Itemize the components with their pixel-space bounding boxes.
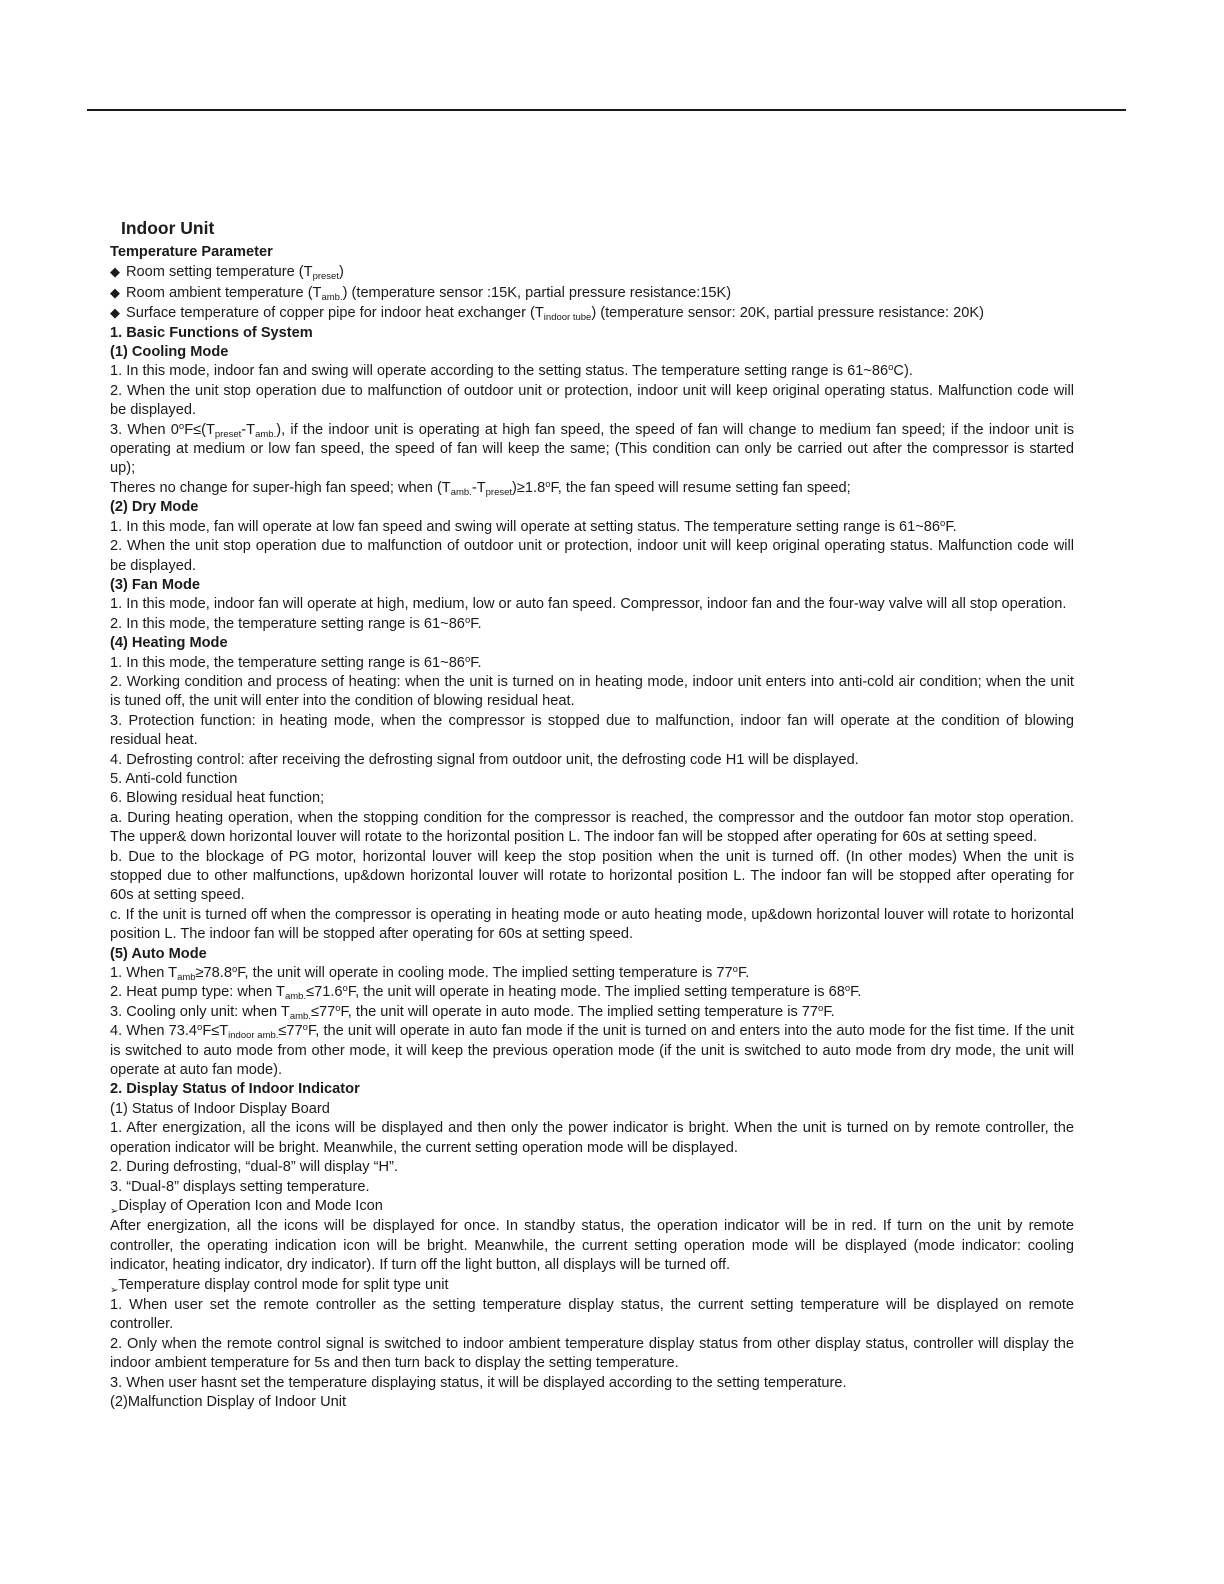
heating-paragraph-b: b. Due to the blockage of PG motor, horizontal louver will keep the stop position when the unit is turned off. (In other modes) When the unit is stopped due to other malfunctions, up&down horizontal louver will rotate to horizontal position L. The indoor fan will be stopped after operating for 60s at setting speed. [110,848,1074,904]
basic-functions-heading: 1. Basic Functions of System [110,324,313,341]
arrow-item-temperature-display-label: Temperature display control mode for split type unit [118,1276,449,1293]
display-paragraph-5: 1. When user set the remote controller as the setting temperature display status, the current setting temperature will be displayed on remote controller. [110,1296,1074,1333]
cooling-paragraph-1: 1. In this mode, indoor fan and swing will operate according to the setting status. The temperature setting range is 61~86$^o$C). [110,362,913,380]
cooling-paragraph-2: 2. When the unit stop operation due to malfunction of outdoor unit or protection, indoor unit will keep original operating status. Malfunction code will be displayed. [110,382,1074,419]
display-paragraph-3: 3. “Dual-8” displays setting temperature. [110,1178,370,1195]
display-subheading-2: (2)Malfunction Display of Indoor Unit [110,1393,347,1410]
heating-paragraph-c: c. If the unit is turned off when the compressor is operating in heating mode or auto heating mode, up&down horizontal louver will rotate to horizontal position L. The indoor fan will be stopped after operating for 60s at setting speed. [110,906,1074,943]
heating-paragraph-4: 4. Defrosting control: after receiving the defrosting signal from outdoor unit, the defrosting code H1 will be displayed. [110,751,859,768]
fan-paragraph-2: 2. In this mode, the temperature setting range is 61~86$^o$F. [110,614,482,632]
dry-mode-heading: (2) Dry Mode [110,499,199,516]
display-paragraph-6: 2. Only when the remote control signal is switched to indoor ambient temperature display status from other display status, controller will display the indoor ambient temperature for 5s and then turn back to display the setting temperature. [110,1335,1074,1372]
cooling-mode-heading: (1) Cooling Mode [110,344,229,361]
heating-paragraph-6: 6. Blowing residual heat function; [110,790,325,807]
display-paragraph-2: 2. During defrosting, “dual-8” will display “H”. [110,1159,398,1176]
dry-paragraph-1: 1. In this mode, fan will operate at low fan speed and swing will operate at setting status. The temperature setting range is 61~86$^o$F. [110,517,957,535]
bullet-room-ambient-temp: ◆ Room ambient temperature $(T_{amb.})$ (temperature sensor :15K, partial pressure resistance:15K) [110,283,1074,303]
display-subheading-1: (1) Status of Indoor Display Board [110,1100,330,1117]
dry-paragraph-2: 2. When the unit stop operation due to malfunction of outdoor unit or protection, indoor unit will keep original operating status. Malfunction code will be displayed. [110,538,1074,574]
fan-paragraph-1: 1. In this mode, indoor fan will operate at high, medium, low or auto fan speed. Compressor, indoor fan and the four-way valve will all stop operation. [110,596,1067,613]
header-rule [87,109,1126,111]
heating-paragraph-2: 2. Working condition and process of heating: when the unit is turned on in heating mode, indoor unit enters into anti-cold air condition; when the unit is tuned off, the unit will enter into the condition of blowing residual heat. [110,673,1074,710]
cooling-paragraph-3: 3. When $0^oF\le(T_{preset}-T_{amb.})$, if the indoor unit is operating at high fan speed, the speed of fan will change to medium fan speed; if the indoor unit is operating at medium or low fan speed, the speed of fan will keep the same; (This condition can only be carried out after the compressor is started up); [110,420,1074,477]
temperature-parameter-heading: Temperature Parameter [110,244,273,260]
display-paragraph-1: 1. After energization, all the icons will be displayed and then only the power indicator is bright. When the unit is turned on by remote controller, the operation indicator will be bright. Meanwhile, the current setting operation mode will be displayed. [110,1120,1074,1156]
arrow-item-temperature-display [110,1276,1074,1296]
heating-paragraph-5: 5. Anti-cold function [110,770,238,787]
heating-paragraph-1: 1. In this mode, the temperature setting range is 61~86$^o$F. [110,653,482,671]
bullet-room-setting-temp: ◆ Room setting temperature $(T_{preset})$ [110,262,1074,282]
auto-paragraph-1: 1. When $T_{amb}\ge 78.8^oF$, the unit will operate in cooling mode. The implied setting temperature is 77$^o$F. [110,964,750,984]
arrow-item-operation-icon-label: Display of Operation Icon and Mode Icon [118,1197,383,1214]
auto-paragraph-4: 4. When $73.4^oF\le T_{indoor amb.}\le 77^oF$, the unit will operate in auto fan mode if the unit is turned on and enters into the auto mode for the fist time. If the unit is switched to auto mode from other mode, it will keep the previous operation mode (if the unit is switched to auto mode from dry mode, the unit will operate at auto fan mode). [110,1022,1074,1079]
heating-mode-heading: (4) Heating Mode [110,635,228,652]
fan-mode-heading: (3) Fan Mode [110,576,200,593]
display-status-heading: 2. Display Status of Indoor Indicator [110,1081,360,1098]
bullet-copper-pipe-temp: ◆ Surface temperature of copper pipe for indoor heat exchanger $(T_{indoor tube})$ (temperature sensor: 20K, partial pressure resistance: 20K) [110,303,1074,323]
auto-mode-heading: (5) Auto Mode [110,945,207,962]
document-body [110,216,1074,1412]
arrow-item-operation-icon [110,1197,1074,1217]
heating-paragraph-3: 3. Protection function: in heating mode, when the compressor is stopped due to malfunction, indoor fan will operate at the condition of blowing residual heat. [110,712,1074,749]
heating-paragraph-a: a. During heating operation, when the stopping condition for the compressor is reached, the compressor and the outdoor fan motor stop operation. The upper& down horizontal louver will rotate to the horizontal position L. The indoor fan will be stopped after operating for 60s at setting speed. [110,809,1074,846]
display-paragraph-7: 3. When user hasnt set the temperature displaying status, it will be displayed according to the setting temperature. [110,1374,847,1391]
cooling-paragraph-4: Theres no change for super-high fan speed; when $(T_{amb.}-T_{preset})\ge 1.8^oF$, the fan speed will resume setting fan speed; [110,478,851,498]
auto-paragraph-2: 2. Heat pump type: when $T_{amb.}\le 71.6^oF$, the unit will operate in heating mode. The implied setting temperature is 68$^o$F. [110,983,862,1003]
section-title: Indoor Unit [121,218,215,238]
display-paragraph-4: After energization, all the icons will be displayed for once. In standby status, the operation indicator will be in red. If turn on the unit by remote controller, the operating indication icon will be bright. Meanwhile, the current setting operation mode will be displayed (mode indicator: cooling indicator, heating indicator, dry indicator). If turn off the light button, all displays will be turned off. [110,1218,1074,1274]
auto-paragraph-3: 3. Cooling only unit: when $T_{amb.}\le 77^oF$, the unit will operate in auto mode. The implied setting temperature is 77$^o$F. [110,1002,835,1022]
